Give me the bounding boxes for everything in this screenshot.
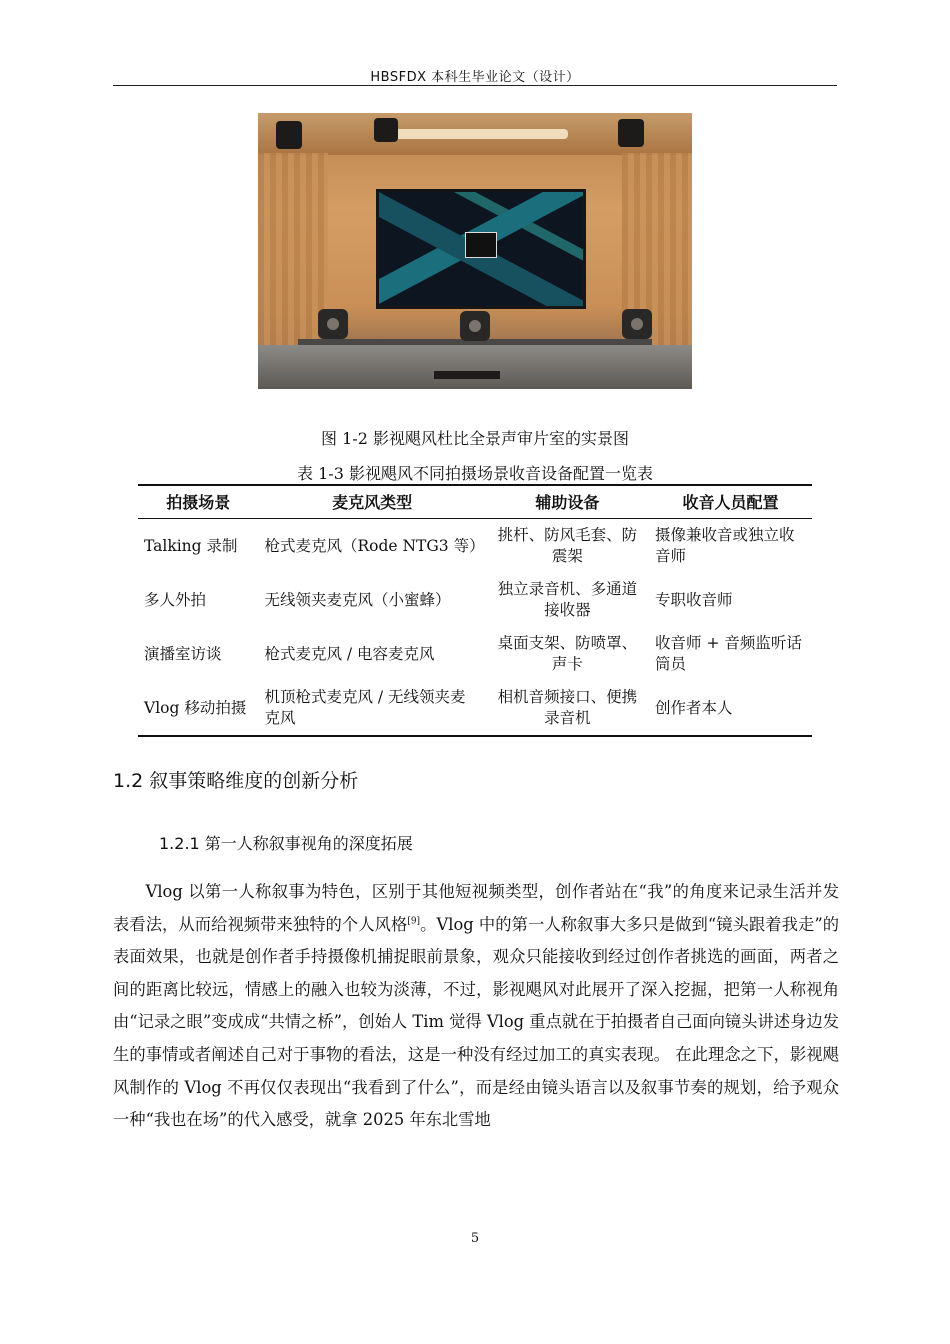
table-row xyxy=(138,573,812,627)
table-cell: 独立录音机、多通道接收器 xyxy=(497,580,638,619)
table-cell: 多人外拍 xyxy=(144,590,207,609)
photo-screen xyxy=(376,189,586,309)
figure-caption: 图 1-2 影视飓风杜比全景声审片室的实景图 xyxy=(321,429,629,448)
table-cell: 无线领夹麦克风（小蜜蜂） xyxy=(264,590,451,609)
photo-ceiling-speaker xyxy=(276,121,302,149)
table-row xyxy=(138,519,812,574)
photo-screen-logo xyxy=(465,232,497,258)
subsection-heading: 1.2.1 第一人称叙事视角的深度拓展 xyxy=(159,834,413,853)
table-caption: 表 1-3 影视飓风不同拍摄场景收音设备配置一览表 xyxy=(297,464,653,483)
body-paragraph xyxy=(113,876,839,1137)
photo-monitor-speaker xyxy=(460,311,490,341)
equipment-table xyxy=(138,484,812,737)
page-number: 5 xyxy=(470,1231,480,1246)
table-cell: 相机音频接口、便携录音机 xyxy=(486,681,649,736)
photo-monitor-speaker xyxy=(318,309,348,339)
paragraph-text: Vlog 以第一人称叙事为特色，区别于其他短视频类型，创作者站在“我”的角度来记录生活并发表看法，从而给视频带来独特的个人风格 xyxy=(113,882,839,934)
table-header-cell: 辅助设备 xyxy=(486,485,649,519)
citation-marker: [9] xyxy=(407,916,421,927)
table-cell: 专职收音师 xyxy=(655,590,733,609)
table-cell: 收音师 + 音频监听话筒员 xyxy=(655,634,802,673)
table-header-cell: 收音人员配置 xyxy=(649,485,812,519)
photo-ceiling-speaker xyxy=(618,119,644,147)
table-row xyxy=(138,681,812,736)
header-rule xyxy=(113,85,837,86)
table-header-row xyxy=(138,485,812,519)
paragraph-text: 。Vlog 中的第一人称叙事大多只是做到“镜头跟着我走”的表面效果，也就是创作者手持摄像机捕捉眼前景象，观众只能接收到经过创作者挑选的画面，两者之间的距离比较远，情感上的融入也较为淡薄，不过，影视飓风对此展开了深入挖掘，把第一人称视角由“记录之眼”变成成“共情之桥”，创始人 Tim 觉得 Vlog 重点就在于拍摄者自己面向镜头讲述身边发生的事情或者阐述自己对于事物的看法，这是一种没有经过加工的真实表现。 在此理念之下，影视飓风制作的 Vlog 不再仅仅表现出“我看到了什么”，而是经由镜头语言以及叙事节奏的规划，给予观众一种“我也在场”的代入感受，就拿 2025 年东北雪地 xyxy=(113,914,839,1130)
table-cell: Talking 录制 xyxy=(144,536,238,555)
table-cell: Vlog 移动拍摄 xyxy=(138,681,258,736)
table-cell: 机顶枪式麦克风 / 无线领夹麦克风 xyxy=(258,681,485,736)
table-cell: 摄像兼收音或独立收音师 xyxy=(655,526,795,565)
table-cell: 演播室访谈 xyxy=(144,644,222,663)
photo-monitor-speaker xyxy=(622,309,652,339)
table-cell: 枪式麦克风（Rode NTG3 等） xyxy=(264,536,485,555)
table-header-cell: 麦克风类型 xyxy=(258,485,485,519)
table-row xyxy=(138,627,812,681)
studio-photo xyxy=(258,113,692,389)
photo-ceiling-speaker xyxy=(374,118,398,142)
table-cell: 创作者本人 xyxy=(649,681,812,736)
photo-ceiling-light xyxy=(378,129,568,139)
table-cell: 挑杆、防风毛套、防震架 xyxy=(497,526,638,565)
table-cell: 枪式麦克风 / 电容麦克风 xyxy=(264,644,435,663)
table-cell: 桌面支架、防喷罩、声卡 xyxy=(497,634,638,673)
photo-keyboard xyxy=(434,371,500,379)
photo-mixing-desk xyxy=(258,345,692,389)
table-header-cell: 拍摄场景 xyxy=(138,485,258,519)
section-heading: 1.2 叙事策略维度的创新分析 xyxy=(113,770,359,792)
page-header: HBSFDX 本科生毕业论文（设计） xyxy=(370,70,580,85)
